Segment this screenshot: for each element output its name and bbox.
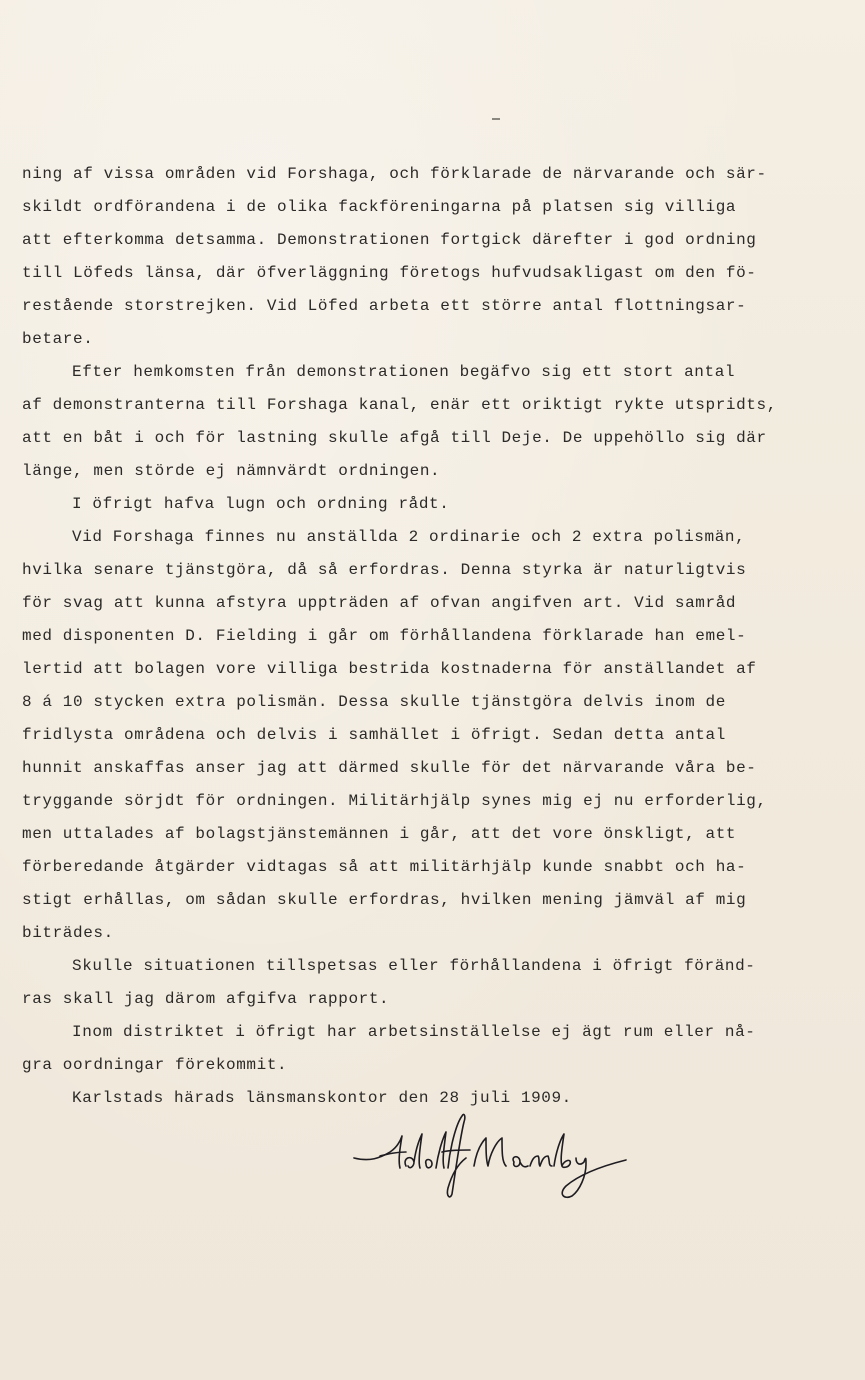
- text-line: skildt ordförandena i de olika fackföreningarna på platsen sig villiga: [22, 198, 737, 216]
- text-line: biträdes.: [22, 924, 114, 942]
- text-line: för svag att kunna afstyra uppträden af ofvan angifven art. Vid samråd: [22, 594, 737, 612]
- signature-drawing: [340, 1108, 640, 1200]
- text-line: tryggande sörjdt för ordningen. Militärhjälp synes mig ej nu erforderlig,: [22, 792, 767, 810]
- text-line: hvilka senare tjänstgöra, då så erfordras. Denna styrka är naturligtvis: [22, 561, 747, 579]
- text-line: med disponenten D. Fielding i går om förhållandena förklarade han emel-: [22, 627, 747, 645]
- text-line: I öfrigt hafva lugn och ordning rådt.: [72, 495, 450, 513]
- text-line: Inom distriktet i öfrigt har arbetsinställelse ej ägt rum eller nå-: [72, 1023, 756, 1041]
- text-line: hunnit anskaffas anser jag att därmed skulle för det närvarande våra be-: [22, 759, 757, 777]
- letter-body: [22, 158, 842, 1115]
- text-line: länge, men störde ej nämnvärdt ordningen.: [22, 462, 441, 480]
- text-line: ras skall jag därom afgifva rapport.: [22, 990, 390, 1008]
- text-line: Skulle situationen tillspetsas eller förhållandena i öfrigt föränd-: [72, 957, 756, 975]
- text-line: stigt erhållas, om sådan skulle erfordras, hvilken mening jämväl af mig: [22, 891, 747, 909]
- page-mark: [492, 118, 500, 120]
- text-line: Efter hemkomsten från demonstrationen begäfvo sig ett stort antal: [72, 363, 736, 381]
- text-line: af demonstranterna till Forshaga kanal, enär ett oriktigt rykte utspridts,: [22, 396, 777, 414]
- text-line: 8 á 10 stycken extra polismän. Dessa skulle tjänstgöra delvis inom de: [22, 693, 726, 711]
- text-line: att en båt i och för lastning skulle afgå till Deje. De uppehöllo sig där: [22, 429, 767, 447]
- handwritten-signature: [340, 1108, 640, 1200]
- text-line: ning af vissa områden vid Forshaga, och förklarade de närvarande och sär-: [22, 165, 767, 183]
- text-line: fridlysta områdena och delvis i samhället i öfrigt. Sedan detta antal: [22, 726, 726, 744]
- text-line: restående storstrejken. Vid Löfed arbeta ett större antal flottningsar-: [22, 297, 747, 315]
- text-line: gra oordningar förekommit.: [22, 1056, 288, 1074]
- text-line: lertid att bolagen vore villiga bestrida kostnaderna för anställandet af: [22, 660, 757, 678]
- text-line: Karlstads härads länsmanskontor den 28 juli 1909.: [72, 1089, 572, 1107]
- text-line: till Löfeds länsa, där öfverläggning företogs hufvudsakligast om den fö-: [22, 264, 757, 282]
- text-line: förberedande åtgärder vidtagas så att militärhjälp kunde snabbt och ha-: [22, 858, 747, 876]
- text-line: Vid Forshaga finnes nu anställda 2 ordinarie och 2 extra polismän,: [72, 528, 746, 546]
- text-line: att efterkomma detsamma. Demonstrationen fortgick därefter i god ordning: [22, 231, 757, 249]
- text-line: betare.: [22, 330, 94, 348]
- text-line: men uttalades af bolagstjänstemännen i går, att det vore önskligt, att: [22, 825, 737, 843]
